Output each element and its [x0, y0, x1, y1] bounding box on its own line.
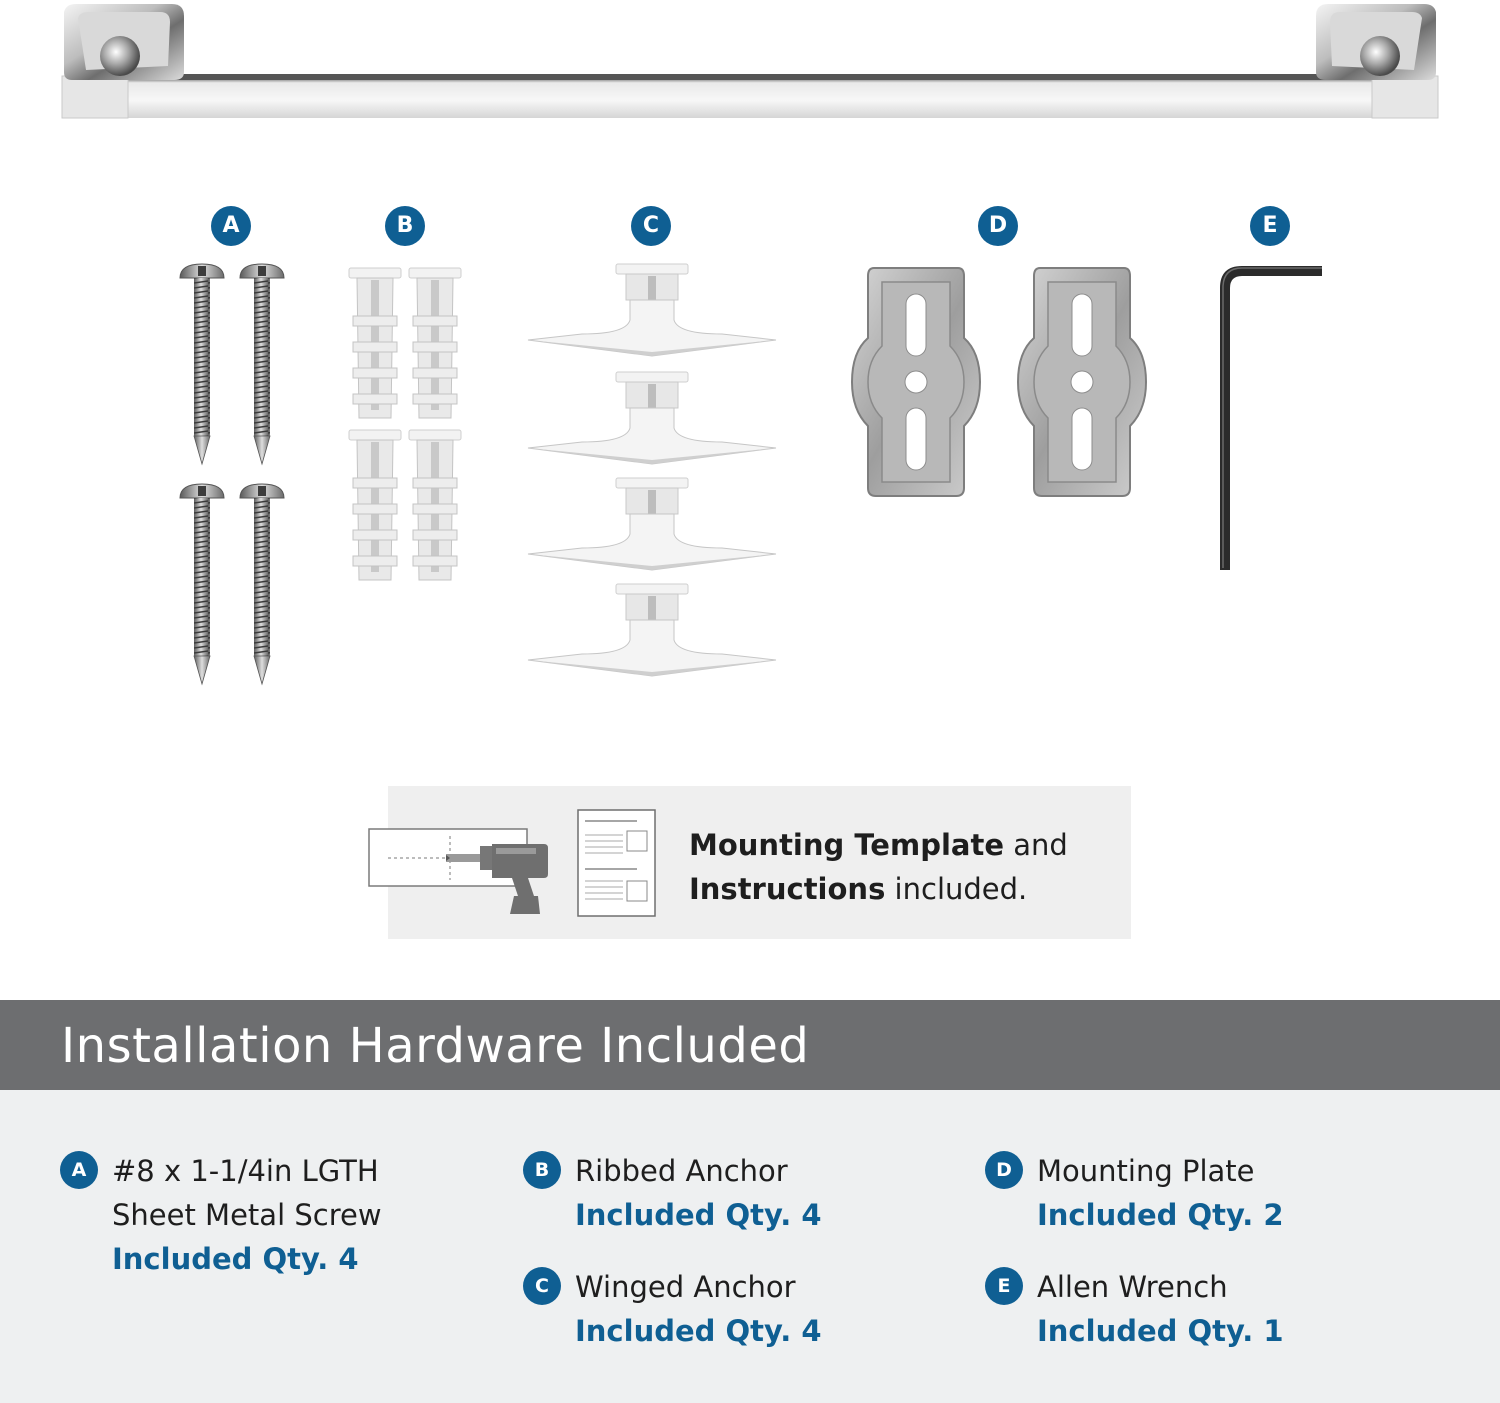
part-name-line-2: Sheet Metal Screw [112, 1198, 382, 1232]
part-badge-e: E [985, 1267, 1023, 1305]
template-banner [388, 786, 1131, 939]
mounting-plate-icon [848, 262, 1148, 502]
winged-anchor-icon [522, 262, 782, 687]
part-name: Allen Wrench [1037, 1270, 1228, 1304]
part-name: Ribbed Anchor [575, 1154, 788, 1188]
screw-icon [170, 262, 290, 692]
part-name: #8 x 1-1/4in LGTH [112, 1154, 379, 1188]
badge-b: B [385, 206, 425, 246]
template-strong-1: Mounting Template [689, 828, 1004, 862]
section-header [0, 1000, 1500, 1090]
part-qty: Included Qty. 4 [575, 1314, 822, 1348]
part-badge-c: C [523, 1267, 561, 1305]
part-name: Winged Anchor [575, 1270, 796, 1304]
part-badge-b: B [523, 1151, 561, 1189]
towel-bar-image [0, 0, 1500, 130]
ribbed-anchor-icon [345, 266, 470, 581]
allen-wrench-icon [1212, 262, 1332, 577]
parts-list [0, 1090, 1500, 1403]
template-caption [689, 823, 1119, 911]
part-qty: Included Qty. 1 [1037, 1314, 1284, 1348]
instruction-sheet-icon [577, 809, 657, 918]
template-rest-1: and [1004, 828, 1068, 862]
badge-e: E [1250, 206, 1290, 246]
template-rest-2: included. [885, 872, 1028, 906]
part-qty: Included Qty. 4 [575, 1198, 822, 1232]
badge-c: C [631, 206, 671, 246]
drill-icon [368, 826, 548, 921]
part-qty: Included Qty. 2 [1037, 1198, 1284, 1232]
badge-a: A [211, 206, 251, 246]
part-badge-d: D [985, 1151, 1023, 1189]
badge-d: D [978, 206, 1018, 246]
section-title: Installation Hardware Included [61, 1018, 810, 1074]
part-badge-a: A [60, 1151, 98, 1189]
part-name: Mounting Plate [1037, 1154, 1255, 1188]
part-qty: Included Qty. 4 [112, 1242, 359, 1276]
template-strong-2: Instructions [689, 872, 886, 906]
